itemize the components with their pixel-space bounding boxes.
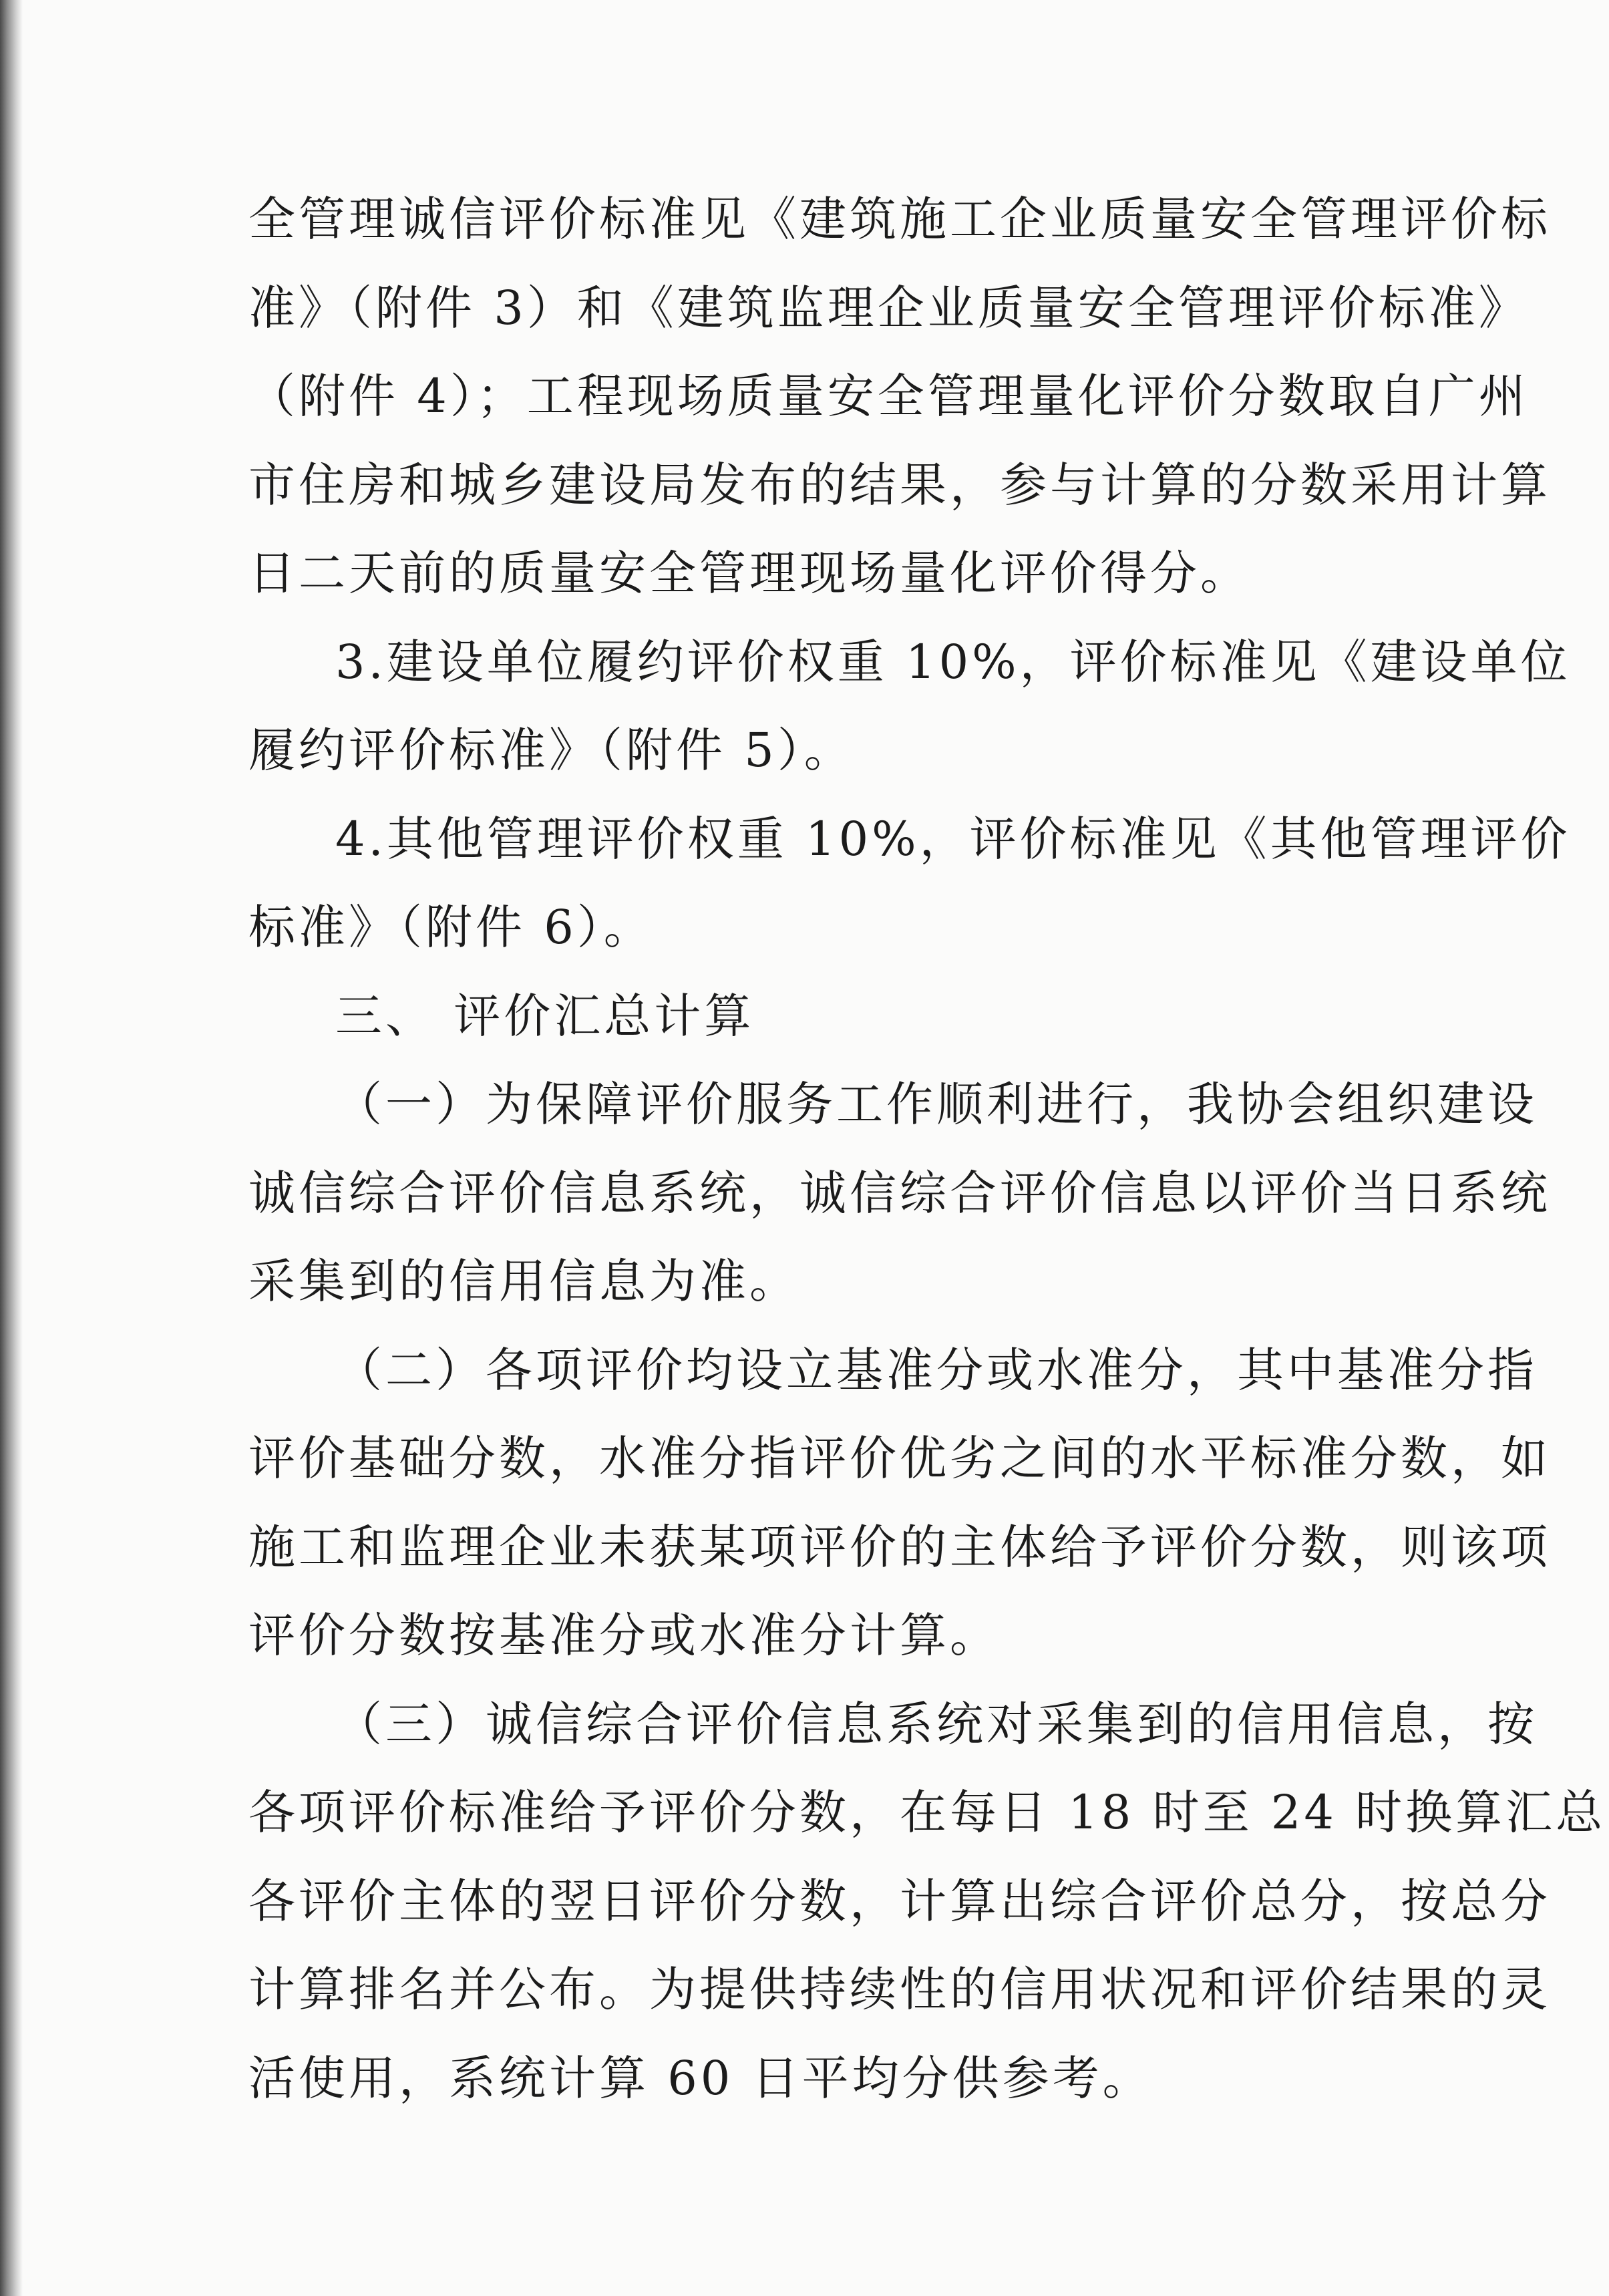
text-line: 施工和监理企业未获某项评价的主体给予评价分数，则该项	[248, 1519, 1551, 1575]
text-line: 日二天前的质量安全管理现场量化评价得分。	[248, 546, 1250, 601]
section-heading: 三、 评价汇总计算	[335, 988, 755, 1043]
text-line: 采集到的信用信息为准。	[248, 1254, 799, 1309]
text-line: 评价基础分数，水准分指评价优劣之间的水平标准分数，如	[248, 1431, 1551, 1486]
document-body	[248, 175, 1606, 2122]
text-line: 履约评价标准》（附件 5）。	[248, 723, 854, 778]
text-line: 准》（附件 3）和《建筑监理企业质量安全管理评价标准》	[248, 280, 1529, 335]
text-line: 计算排名并公布。为提供持续性的信用状况和评价结果的灵	[248, 1962, 1551, 2017]
text-line: （附件 4）；工程现场质量安全管理量化评价分数取自广州	[248, 369, 1529, 424]
text-line: 各评价主体的翌日评价分数，计算出综合评价总分，按总分	[248, 1873, 1551, 1929]
paragraph-start: （二）各项评价均设立基准分或水准分，其中基准分指	[335, 1342, 1538, 1398]
paragraph-start: 4.其他管理评价权重 10%，评价标准见《其他管理评价	[335, 811, 1571, 866]
paragraph-start: 3.建设单位履约评价权重 10%，评价标准见《建设单位	[335, 634, 1571, 689]
text-line: 活使用，系统计算 60 日平均分供参考。	[248, 2050, 1153, 2106]
text-line: 评价分数按基准分或水准分计算。	[248, 1608, 1000, 1663]
text-line: 诚信综合评价信息系统，诚信综合评价信息以评价当日系统	[248, 1165, 1551, 1220]
scan-shadow	[0, 0, 23, 2296]
text-line: 标准》（附件 6）。	[248, 900, 654, 955]
text-line: 市住房和城乡建设局发布的结果，参与计算的分数采用计算	[248, 457, 1551, 512]
text-line: 各项评价标准给予评价分数，在每日 18 时至 24 时换算汇总	[248, 1785, 1606, 1840]
paragraph-start: （三）诚信综合评价信息系统对采集到的信用信息，按	[335, 1696, 1538, 1752]
text-line: 全管理诚信评价标准见《建筑施工企业质量安全管理评价标	[248, 192, 1551, 247]
paragraph-start: （一）为保障评价服务工作顺利进行，我协会组织建设	[335, 1077, 1538, 1132]
